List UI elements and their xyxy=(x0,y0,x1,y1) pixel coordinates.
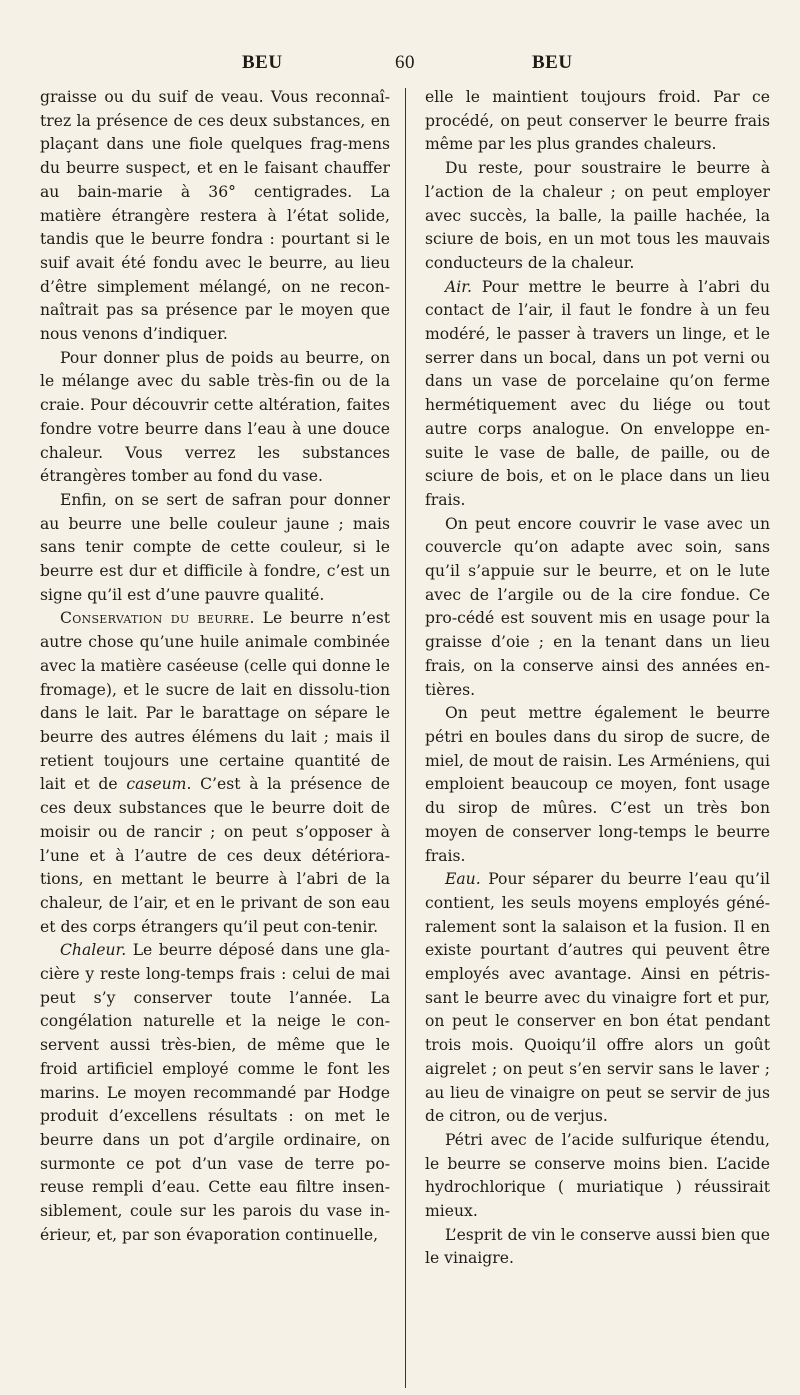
right-column xyxy=(425,86,770,1271)
subsection-heading: Chaleur. xyxy=(60,941,127,960)
page-number: 60 xyxy=(395,52,415,73)
paragraph: elle le maintient toujours froid. Par ce procédé, on peut conserver le beurre frais même par les plus grandes chaleurs. xyxy=(425,88,770,154)
paragraph: graisse ou du suif de veau. Vous reconnaî-trez la présence de ces deux substances, en plaçant dans une fiole quelques frag-mens du beurre suspect, et en le faisant chauffer au bain-marie à 36° centigrades. La matière étrangère restera à l’état solide, tandis que le beurre fondra : pourtant si le suif avait été fondu avec le beurre, au lieu d’être simplement mélangé, on ne recon-naîtrait pas sa présence par le moyen que nous venons d’indiquer. xyxy=(40,88,390,344)
subsection-heading: Eau. xyxy=(445,870,481,889)
paragraph-text: Pour mettre le beurre à l’abri du contact de l’air, il faut le fondre à un feu modéré, le passer à travers un linge, et le serrer dans un bocal, dans un pot verni ou dans un vase de porcelaine qu’on ferme hermétiquement avec du liége ou tout autre corps analogue. On enveloppe en-suite le vase de balle, de paille, ou de sciure de bois, et on le place dans un lieu frais. xyxy=(425,277,770,509)
paragraph: Pour donner plus de poids au beurre, on le mélange avec du sable très-fin ou de la craie. Pour découvrir cette altération, faites fondre votre beurre dans l’eau à une douce chaleur. Vous verrez les substances étrangères tomber au fond du vase. xyxy=(40,348,390,486)
subsection-heading: Air. xyxy=(445,277,472,296)
column-divider xyxy=(405,88,406,1388)
running-header xyxy=(0,52,800,80)
paragraph xyxy=(425,276,770,513)
paragraph: On peut encore couvrir le vase avec un couvercle qu’on adapte avec soin, sans qu’il s’appuie sur le beurre, et on le lute avec de l’argile ou de la cire fondue. Ce pro-cédé est souvent mis en usage pour la graisse d’oie ; en la tenant dans un lieu frais, on la conserve ainsi des années en-tières. xyxy=(425,514,770,699)
paragraph-text: Le beurre n’est autre chose qu’une huile animale combinée avec la matière caséeuse (celle qui donne le fromage), et le sucre de lait en dissolu-tion dans le lait. Par le barattage on sépare le beurre des autres élémens du lait ; mais il retient toujours une certaine quantité de lait et de xyxy=(40,609,390,794)
paragraph xyxy=(40,939,390,1247)
header-right-word: BEU xyxy=(532,52,573,73)
paragraph: Enfin, on se sert de safran pour donner au beurre une belle couleur jaune ; mais sans tenir compte de cette couleur, si le beurre est dur et difficile à fondre, c’est un signe qu’il est d’une pauvre qualité. xyxy=(40,490,390,604)
paragraph xyxy=(40,607,390,939)
paragraph-text: . C’est à la présence de ces deux substances que le beurre doit de moisir ou de rancir ; on peut s’opposer à l’une et à l’autre de ces deux détériora-tions, en mettant le beurre à l’abri de la chaleur, de l’air, et en le privant de son eau et des corps étrangers qu’il peut con-tenir. xyxy=(40,775,390,936)
paragraph-text: Le beurre déposé dans une gla-cière y reste long-temps frais : celui de mai peut s’y conserver toute l’année. La congélation naturelle et la neige le con-servent aussi très-bien, de même que le froid artificiel employé comme le font les marins. Le moyen recommandé par Hodge produit d’excellens résultats : on met le beurre dans un pot d’argile ordinaire, on surmonte ce pot d’un vase de terre po-reuse rempli d’eau. Cette eau filtre insen-siblement, coule sur les parois du vase in-érieur, et, par son évaporation continuelle, xyxy=(40,941,390,1244)
paragraph: L’esprit de vin le conserve aussi bien que le vinaigre. xyxy=(425,1225,770,1268)
italic-term: caseum xyxy=(126,775,187,794)
paragraph: Du reste, pour soustraire le beurre à l’action de la chaleur ; on peut employer avec succès, la balle, la paille hachée, la sciure de bois, en un mot tous les mauvais conducteurs de la chaleur. xyxy=(425,159,770,272)
header-left-word: BEU xyxy=(242,52,283,73)
paragraph xyxy=(425,868,770,1129)
paragraph: On peut mettre également le beurre pétri en boules dans du sirop de sucre, de miel, de mout de raisin. Les Arméniens, qui emploient beaucoup ce moyen, font usage du sirop de mûres. C’est un très bon moyen de conserver long-temps le beurre frais. xyxy=(425,704,770,865)
left-column xyxy=(40,86,390,1247)
section-heading: Conservation du beurre. xyxy=(60,609,255,628)
paragraph-text: Pour séparer du beurre l’eau qu’il contient, les seuls moyens employés géné-ralement sont la salaison et la fusion. Il en existe pourtant d’autres qui peuvent être employés avec avantage. Ainsi en pétris-sant le beurre avec du vinaigre fort et pur, on peut le conserver en bon état pendant trois mois. Quoiqu’il offre alors un goût aigrelet ; on peut s’en servir sans le laver ; au lieu de vinaigre on peut se servir de jus de citron, ou de verjus. xyxy=(425,870,770,1126)
paragraph: Pétri avec de l’acide sulfurique étendu, le beurre se conserve moins bien. L’acide hydrochlorique ( muriatique ) réussirait mieux. xyxy=(425,1130,770,1221)
